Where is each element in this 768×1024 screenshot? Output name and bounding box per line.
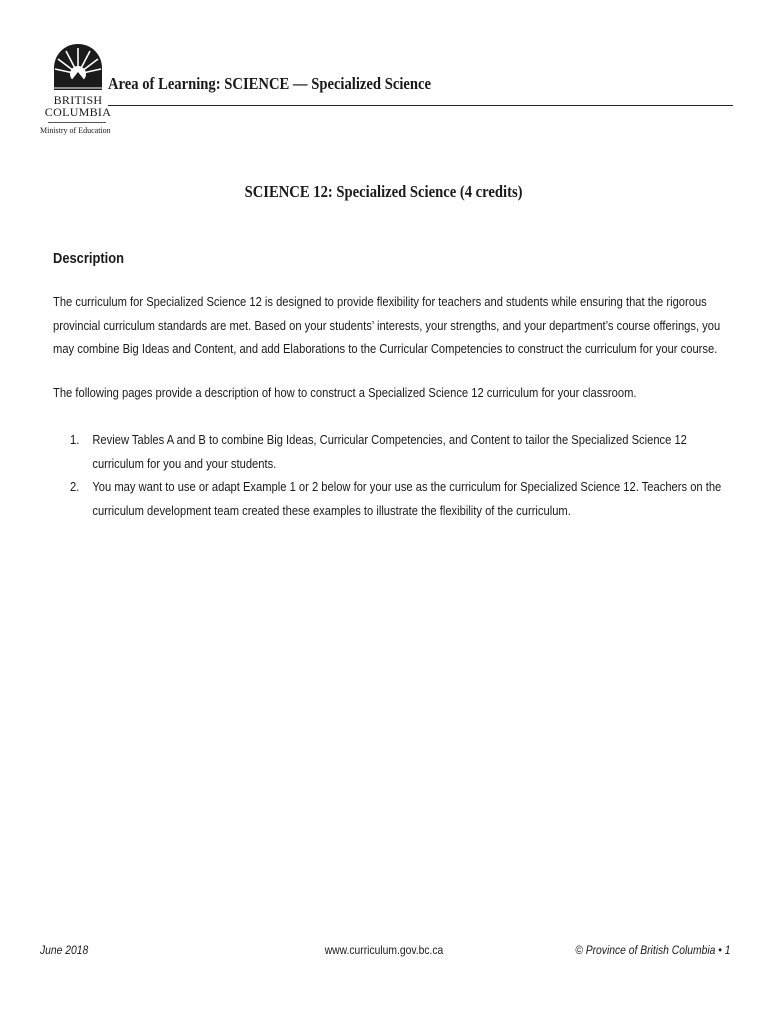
bc-government-logo [40,42,112,142]
list-item-number: 2. [70,479,80,494]
footer-copyright: © Province of British Columbia • 1 [574,943,730,957]
logo-ministry-text: Ministry of Education [40,126,111,135]
logo-text-columbia: COLUMBIA [44,105,112,119]
header-divider [108,105,733,106]
footer-date: June 2018 [40,943,89,957]
list-item-number: 1. [70,432,80,447]
logo-text-british: BRITISH [53,93,103,107]
list-item-text: You may want to use or adapt Example 1 or 2 below for your use as the curriculum for Specialized Science 12. Teachers on the curriculum development team created these examples to illustrate the flexibility of the curriculum. [92,479,722,518]
course-title [0,182,768,202]
list-item [70,428,724,475]
logo-divider [48,122,106,123]
description-paragraph: The curriculum for Specialized Science 12 is designed to provide flexibility for teachers and students while ensuring that the rigorous provincial curriculum standards are met. Based on your students’ interests, your strengths, and your department’s course offerings, you may combine Big Ideas and Content, and add Elaborations to the Curricular Competencies to construct the curriculum for your course. [53,294,721,356]
area-of-learning-title: Area of Learning: SCIENCE — Specialized Science [108,74,431,93]
description-heading: Description [53,250,124,267]
course-title-text: SCIENCE 12: Specialized Science (4 credits) [245,182,523,201]
sun-mountain-crest-icon [52,42,104,92]
steps-list [70,428,724,522]
footer-url[interactable]: www.curriculum.gov.bc.ca [324,943,444,957]
list-item [70,475,724,522]
list-item-text: Review Tables A and B to combine Big Ideas, Curricular Competencies, and Content to tailor the Specialized Science 12 curriculum for you and your students. [92,432,687,471]
description-paragraph: The following pages provide a description of how to construct a Specialized Science 12 curriculum for your classroom. [53,385,637,400]
